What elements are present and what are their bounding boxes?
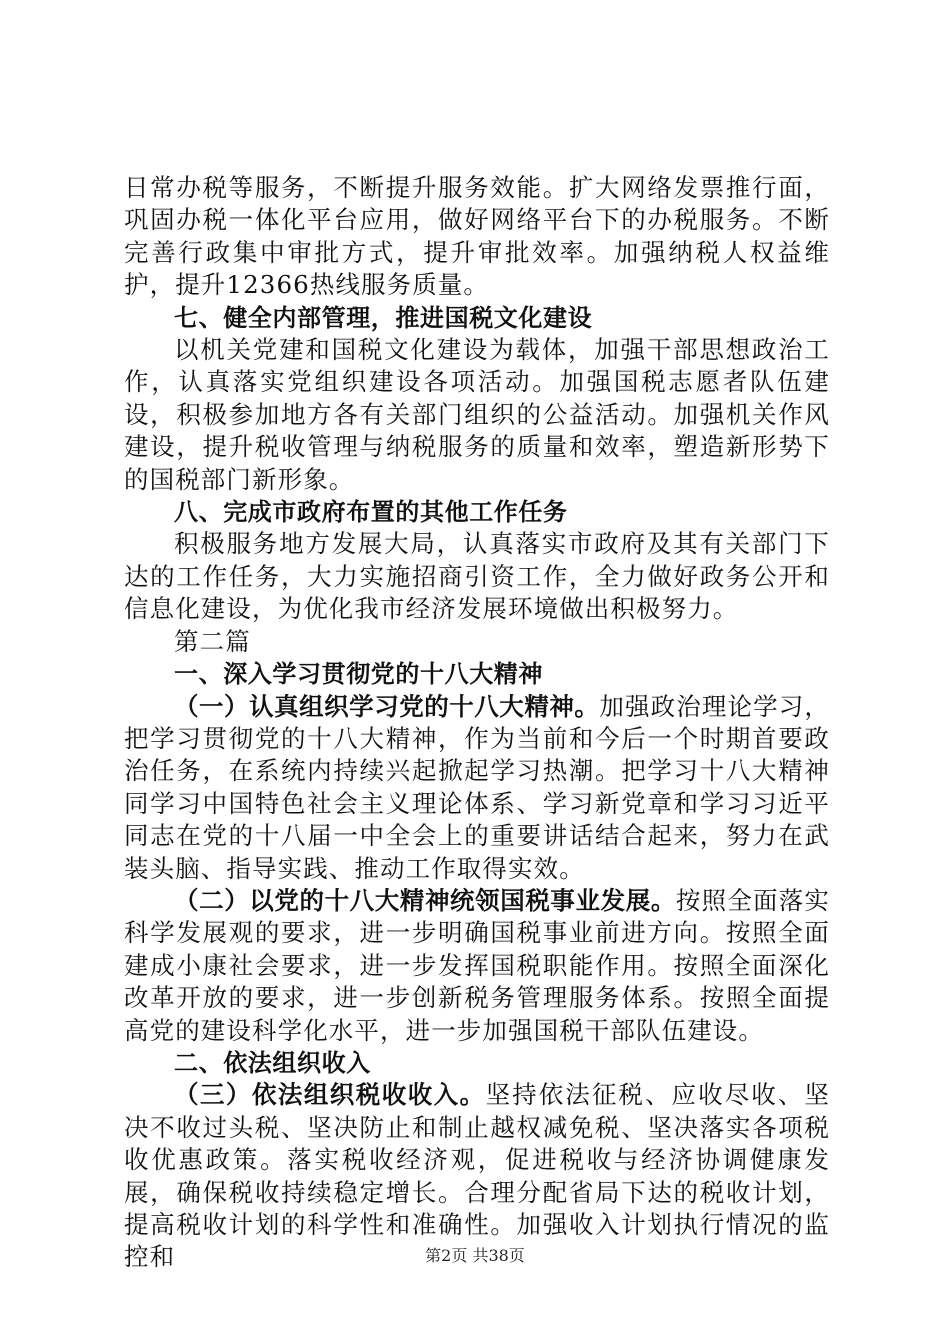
paragraph-service: 日常办税等服务，不断提升服务效能。扩大网络发票推行面，巩固办税一体化平台应用，做好网络平台下的办税服务。不断完善行政集中审批方式，提升审批效率。加强纳税人权益维护，提升12366热线服务质量。 (124, 173, 830, 300)
paragraph-lead-development (124, 885, 830, 1047)
paragraph-body-1: 加强政治理论学习，把学习贯彻党的十八大精神，作为当前和今后一个时期首要政治任务，在系统内持续兴起掀起学习热潮。把学习十八大精神同学习中国特色社会主义理论体系、学习新党章和学习习近平同志在党的十八届一中全会上的重要讲话结合起来，努力在武装头脑、指导实践、推动工作取得实效。 (124, 691, 830, 883)
heading-section-7: 七、健全内部管理，推进国税文化建设 (174, 303, 593, 332)
paragraph-study (124, 691, 830, 885)
paragraph-body-2: 按照全面落实科学发展观的要求，进一步明确国税事业前进方向。按照全面建成小康社会要求，进一步发挥国税职能作用。按照全面深化改革开放的要求，进一步创新税务管理服务体系。按照全面提高党的建设科学化水平，进一步加强国税干部队伍建设。 (124, 885, 830, 1045)
paragraph-other-tasks: 积极服务地方发展大局，认真落实市政府及其有关部门下达的工作任务，大力实施招商引资工作，全力做好政务公开和信息化建设，为优化我市经济发展环境做出积极努力。 (124, 529, 830, 624)
heading-section-8: 八、完成市政府布置的其他工作任务 (174, 498, 568, 527)
paragraph-lead-3: （三）依法组织税收收入。 (174, 1080, 486, 1110)
paragraph-culture: 以机关党建和国税文化建设为载体，加强干部思想政治工作，认真落实党组织建设各项活动。加强国税志愿者队伍建设，积极参加地方各有关部门组织的公益活动。加强机关作风建设，提升税收管理与纳税服务的质量和效率，塑造新形势下的国税部门新形象。 (124, 335, 830, 494)
heading-part2-section-2: 二、依法组织收入 (174, 1048, 371, 1077)
heading-part2-section-1: 一、深入学习贯彻党的十八大精神 (174, 660, 543, 689)
section-title-part-2: 第二篇 (174, 626, 251, 656)
paragraph-lead-1: （一）认真组织学习党的十八大精神。 (174, 691, 600, 721)
page-footer: 第2页 共38页 (425, 1246, 525, 1265)
document-body (124, 172, 830, 1274)
paragraph-lead-2: （二）以党的十八大精神统领国税事业发展。 (174, 885, 676, 915)
paragraph-body-3: 坚持依法征税、应收尽收、坚决不收过头税、坚决防止和制止越权减免税、坚决落实各项税收优惠政策。落实税收经济观，促进税收与经济协调健康发展，确保税收持续稳定增长。合理分配省局下达的税收计划，提高税收计划的科学性和准确性。加强收入计划执行情况的监控和 (124, 1080, 830, 1272)
